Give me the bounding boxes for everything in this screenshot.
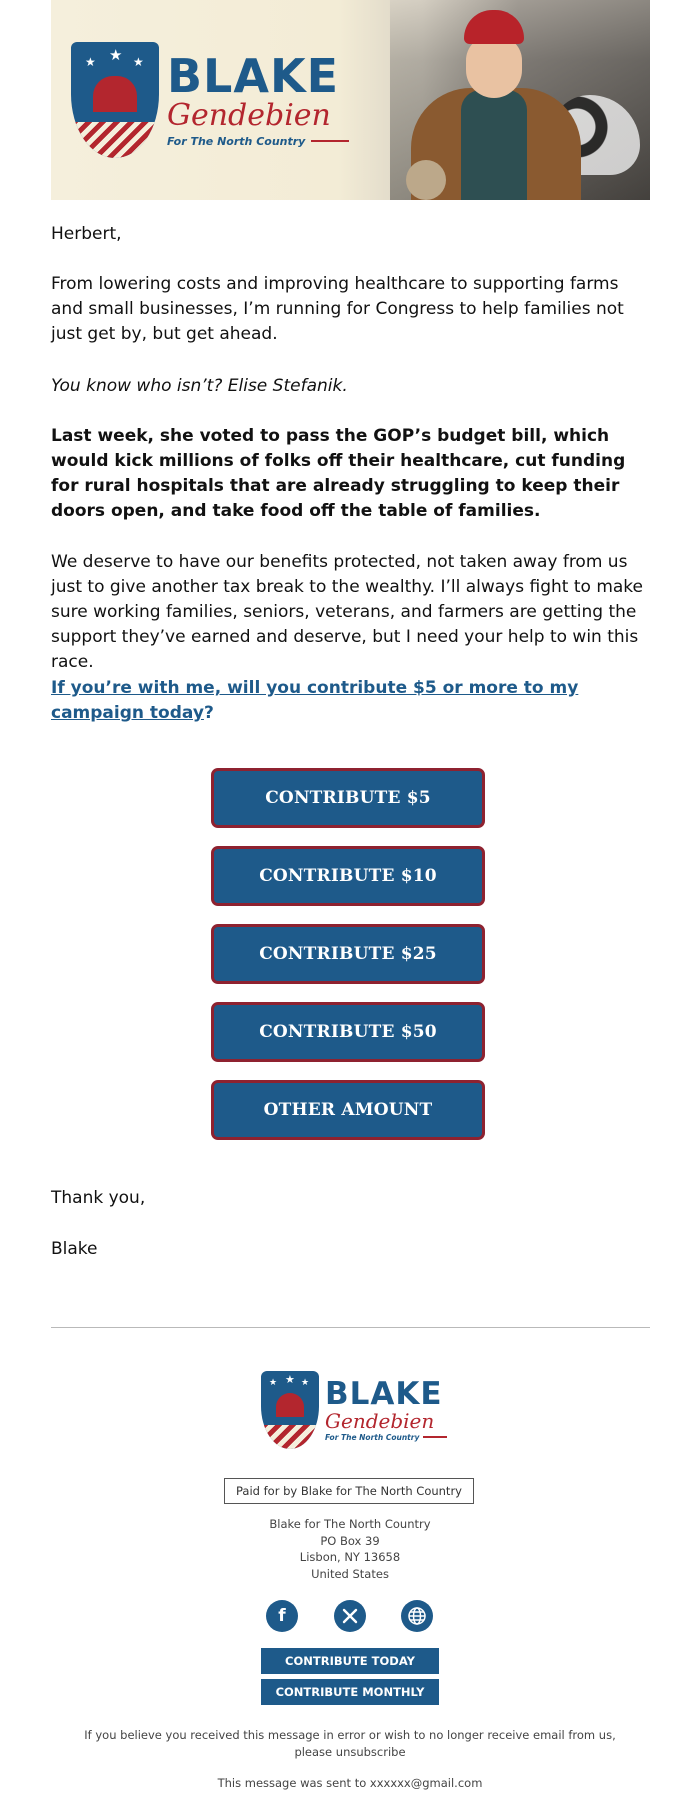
contribute-today-button[interactable]: CONTRIBUTE TODAY	[261, 1648, 439, 1674]
contribute-10-button[interactable]: CONTRIBUTE $10	[211, 846, 485, 906]
greeting: Herbert,	[51, 224, 122, 244]
logo-name-top: BLAKE	[167, 48, 340, 103]
barn-shield-icon: ★ ★ ★	[261, 1371, 319, 1449]
paragraph-benefits: We deserve to have our benefits protected, not taken away from us just to give another tax break to the wealthy. I’ll always fight to make sure working families, seniors, veterans, and farmers are getting the support they’ve earned and deserve, but I need your help to win this race.	[51, 552, 643, 672]
address-name: Blake for The North Country	[269, 1517, 431, 1531]
header-logo	[71, 42, 349, 158]
x-icon[interactable]	[334, 1600, 366, 1632]
barn-shield-icon: ★ ★ ★	[71, 42, 159, 158]
header-banner	[51, 0, 650, 200]
globe-icon[interactable]	[401, 1600, 433, 1632]
candidate-photo	[406, 10, 606, 200]
footer-logo-tagline: For The North Country	[325, 1432, 420, 1442]
unsubscribe-notice[interactable]: If you believe you received this message in error or wish to no longer receive email from us, please unsubscribe	[84, 1728, 616, 1759]
footer-logo	[261, 1371, 447, 1449]
contribute-monthly-button[interactable]: CONTRIBUTE MONTHLY	[261, 1679, 439, 1705]
paragraph-budget-bill: Last week, she voted to pass the GOP’s budget bill, which would kick millions of folks off their healthcare, cut funding for rural hospitals that are already struggling to keep their doors open, and take food off the table of families.	[51, 426, 626, 521]
logo-tagline: For The North Country	[167, 134, 306, 148]
address-country: United States	[311, 1567, 389, 1581]
footer-divider	[51, 1327, 650, 1328]
logo-name-bottom: Gendebien	[167, 97, 331, 133]
address-po-box: PO Box 39	[320, 1534, 380, 1548]
footer-logo-name-top: BLAKE	[325, 1375, 443, 1412]
cta-suffix: ?	[203, 703, 214, 723]
other-amount-button[interactable]: OTHER AMOUNT	[211, 1080, 485, 1140]
contribute-link[interactable]: If you’re with me, will you contribute $5 or more to my campaign today	[51, 678, 579, 723]
cta-paragraph	[51, 676, 651, 726]
paragraph-stefanik: You know who isn’t? Elise Stefanik.	[51, 376, 348, 396]
footer-logo-name-bottom: Gendebien	[325, 1408, 435, 1433]
facebook-icon[interactable]: f	[266, 1600, 298, 1632]
address-city: Lisbon, NY 13658	[299, 1550, 401, 1564]
signoff: Thank you,	[51, 1188, 146, 1208]
paid-for-disclaimer: Paid for by Blake for The North Country	[224, 1478, 474, 1504]
sent-to-notice: This message was sent to xxxxxx@gmail.com	[217, 1776, 483, 1790]
signature: Blake	[51, 1239, 98, 1259]
contribute-25-button[interactable]: CONTRIBUTE $25	[211, 924, 485, 984]
paragraph-intro: From lowering costs and improving healthcare to supporting farms and small businesses, I’m running for Congress to help families not just get by, but get ahead.	[51, 274, 624, 344]
contribute-50-button[interactable]: CONTRIBUTE $50	[211, 1002, 485, 1062]
contribute-5-button[interactable]: CONTRIBUTE $5	[211, 768, 485, 828]
